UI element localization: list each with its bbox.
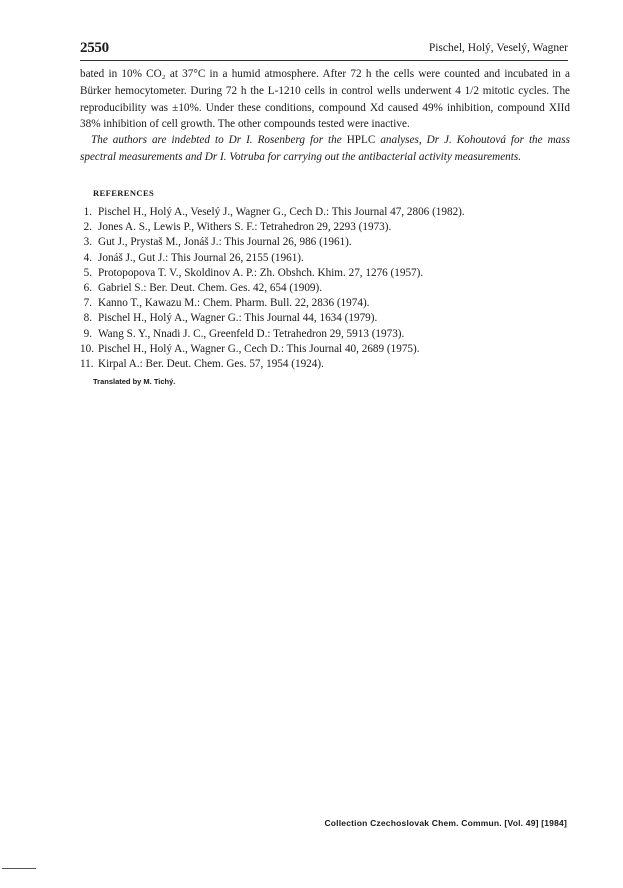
reference-text: Pischel H., Holý A., Wagner G.: This Journal 44, 1634 (1979). <box>98 312 378 325</box>
reference-number: 2. <box>83 221 92 234</box>
reference-number: 4. <box>83 251 92 264</box>
reference-number: 6. <box>83 282 92 295</box>
reference-item <box>80 220 570 235</box>
reference-text: Kirpal A.: Ber. Deut. Chem. Ges. 57, 1954 (1924). <box>98 358 324 371</box>
reference-item <box>80 266 570 281</box>
reference-item <box>80 357 570 372</box>
reference-number: 5. <box>83 266 92 279</box>
reference-text: Wang S. Y., Nnadi J. C., Greenfeld D.: Tetrahedron 29, 5913 (1973). <box>98 327 405 340</box>
header-rule <box>80 60 568 61</box>
page-number: 2550 <box>80 40 109 56</box>
reference-text: Gut J., Prystaš M., Jonáš J.: This Journal 26, 986 (1961). <box>98 236 352 249</box>
reference-number: 7. <box>83 297 92 310</box>
journal-footer: Collection Czechoslovak Chem. Commun. [Vol. 49] [1984] <box>324 818 567 828</box>
acknowledgement <box>80 132 570 166</box>
acknowledgement-part-3: analyses, Dr J. Kohoutová for the mass spectral measurements and Dr I. Votruba for carrying out the antibacterial activity measurements. <box>80 134 570 163</box>
translator-credit: Translated by M. Tichý. <box>93 377 176 386</box>
reference-item <box>80 205 570 220</box>
acknowledgement-part-1: The authors are indebted to Dr I. Rosenberg for the <box>91 134 347 146</box>
acknowledgement-part-2: HPLC <box>346 134 376 146</box>
reference-number: 8. <box>83 312 92 325</box>
reference-item <box>80 281 570 296</box>
reference-item <box>80 251 570 266</box>
reference-text: Jonáš J., Gut J.: This Journal 26, 2155 (1961). <box>98 251 304 264</box>
reference-text: Kanno T., Kawazu M.: Chem. Pharm. Bull. 22, 2836 (1974). <box>98 297 370 310</box>
references-heading: REFERENCES <box>93 188 155 198</box>
reference-item <box>80 327 570 342</box>
reference-text: Gabriel S.: Ber. Deut. Chem. Ges. 42, 654 (1909). <box>98 282 323 295</box>
reference-number: 10. <box>80 342 94 355</box>
reference-text: Pischel H., Holý A., Wagner G., Cech D.: This Journal 40, 2689 (1975). <box>98 342 420 355</box>
reference-item <box>80 296 570 311</box>
bottom-rule <box>2 868 36 869</box>
reference-list <box>80 205 570 372</box>
running-head: Pischel, Holý, Veselý, Wagner <box>428 42 568 54</box>
reference-number: 1. <box>83 206 92 218</box>
reference-text: Pischel H., Holý A., Veselý J., Wagner G., Cech D.: This Journal 47, 2806 (1982). <box>98 206 465 218</box>
reference-number: 3. <box>83 236 92 249</box>
reference-text: Jones A. S., Lewis P., Withers S. F.: Tetrahedron 29, 2293 (1973). <box>98 221 392 234</box>
reference-number: 9. <box>83 327 92 340</box>
page-header <box>80 40 568 60</box>
body-paragraph: bated in 10% CO₂ at 37°C in a humid atmosphere. After 72 h the cells were counted and incubated in a Bürker hemocytometer. During 72 h the L-1210 cells in control wells underwent 4 1/2 mitotic cycles. The reproducibility was ±10%. Under these conditions, compound Xd caused 49% inhibition, compound XIId 38% inhibition of cell growth. The other compounds tested were inactive. <box>80 68 570 131</box>
reference-number: 11. <box>80 358 94 371</box>
reference-text: Protopopova T. V., Skoldinov A. P.: Zh. Obshch. Khim. 27, 1276 (1957). <box>98 266 424 279</box>
reference-item <box>80 342 570 357</box>
reference-item <box>80 311 570 326</box>
reference-item <box>80 235 570 250</box>
